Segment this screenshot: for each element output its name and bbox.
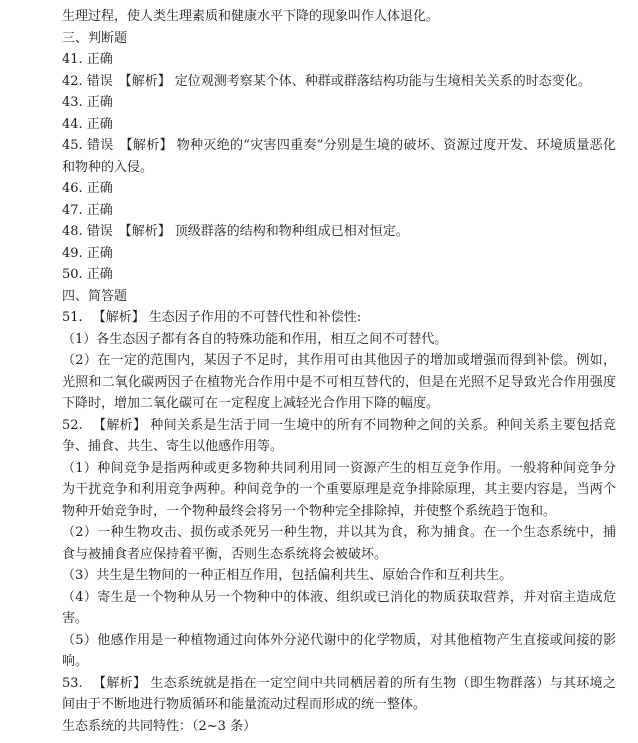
question-number: 44. bbox=[62, 116, 83, 132]
verdict: 正确 bbox=[86, 181, 113, 196]
paragraph: （2）一种生物攻击、损伤或杀死另一种生物，并以其为食，称为捕食。在一个生态系统中，捕食与被捕食者应保持着平衡，否则生态系统将会被破坏。 bbox=[62, 525, 616, 562]
verdict: 正确 bbox=[86, 245, 113, 261]
analysis-text: 生态因子作用的不可替代性和补偿性: bbox=[148, 310, 362, 325]
answer-item bbox=[62, 49, 616, 71]
question-number: 52. bbox=[62, 417, 83, 433]
analysis-text: 定位观测考察某个体、种群或群落结构功能与生境相关关系的时态变化。 bbox=[174, 73, 591, 89]
answer-item bbox=[62, 307, 616, 329]
paragraph: （3）共生是生物间的一种正相互作用，包括偏利共生、原始合作和互利共生。 bbox=[62, 568, 513, 583]
question-number: 45. bbox=[62, 138, 83, 153]
verdict: 正确 bbox=[86, 116, 113, 132]
answer-item bbox=[62, 71, 616, 93]
answer-item bbox=[62, 114, 616, 136]
section-heading: 三、判断题 bbox=[62, 30, 128, 46]
question-number: 49. bbox=[62, 245, 83, 261]
answer-item bbox=[62, 673, 616, 716]
analysis-text: 顶级群落的结构和物种组成已相对恒定。 bbox=[174, 224, 409, 239]
analysis-tag: 【解析】 bbox=[118, 224, 171, 239]
question-number: 46. bbox=[62, 181, 83, 196]
answer-content bbox=[62, 6, 616, 737]
paragraph: （1）种间竞争是指两种或更多物种共同利用同一资源产生的相互竞争作用。一般将种间竞争分为干扰竞争和利用竞争两种。种间竞争的一个重要原理是竞争排除原理，其主要内容是，当两个物种开始竞争时，一个物种最终会将另一个物种完全排除掉，并使整个系统趋于饱和。 bbox=[62, 460, 616, 519]
analysis-text: 种间关系是生活于同一生境中的所有不同物种之间的关系。种间关系主要包括竞争、捕食、共生、寄生以他感作用等。 bbox=[62, 417, 616, 454]
paragraph: 生态系统的共同特性：（2~3 条） bbox=[62, 718, 257, 734]
question-number: 47. bbox=[62, 202, 83, 218]
paragraph: （5）他感作用是一种植物通过向体外分泌代谢中的化学物质，对其他植物产生直接或间接的影响。 bbox=[62, 632, 616, 669]
question-number: 43. bbox=[62, 95, 83, 110]
question-number: 48. bbox=[62, 224, 83, 239]
section-heading: 四、简答题 bbox=[62, 288, 128, 304]
answer-item bbox=[62, 243, 616, 265]
answer-item bbox=[62, 221, 616, 243]
answer-item bbox=[62, 135, 616, 178]
verdict: 错误 bbox=[86, 73, 113, 89]
analysis-tag: 【解析】 bbox=[119, 138, 173, 153]
paragraph: （1）各生态因子都有各自的特殊功能和作用，相互之间不可替代。 bbox=[62, 331, 448, 347]
analysis-tag: 【解析】 bbox=[92, 310, 145, 325]
analysis-tag: 【解析】 bbox=[92, 675, 147, 691]
question-number: 42. bbox=[62, 73, 83, 89]
verdict: 正确 bbox=[86, 95, 113, 110]
answer-item bbox=[62, 415, 616, 458]
answer-item bbox=[62, 200, 616, 222]
analysis-text: 物种灭绝的“灾害四重奏”分别是生境的破坏、资源过度开发、环境质量恶化和物种的入侵。 bbox=[62, 138, 616, 175]
question-number: 41. bbox=[62, 52, 83, 67]
question-number: 51. bbox=[62, 310, 83, 325]
analysis-text: 生态系统就是指在一定空间中共同栖居着的所有生物（即生物群落）与其环境之间由于不断地进行物质循环和能量流动过程而形成的统一整体。 bbox=[62, 675, 616, 712]
paragraph: （2）在一定的范围内，某因子不足时，其作用可由其他因子的增加或增强而得到补偿。例如，光照和二氧化碳两因子在植物光合作用中是不可相互替代的，但是在光照不足导致光合作用强度下降时，增加二氧化碳可在一定程度上减轻光合作用下降的幅度。 bbox=[62, 353, 616, 411]
answer-item bbox=[62, 178, 616, 200]
question-number: 53. bbox=[62, 675, 83, 691]
analysis-tag: 【解析】 bbox=[92, 417, 147, 433]
paragraph: （4）寄生是一个物种从另一个物种中的体液、组织或已消化的物质获取营养，并对宿主造成危害。 bbox=[62, 589, 616, 626]
question-number: 50. bbox=[62, 267, 83, 282]
answer-item bbox=[62, 264, 616, 286]
answer-item bbox=[62, 92, 616, 114]
verdict: 错误 bbox=[86, 224, 113, 239]
verdict: 正确 bbox=[86, 52, 113, 67]
paragraph: 生理过程，使人类生理素质和健康水平下降的现象叫作人体退化。 bbox=[62, 9, 440, 24]
verdict: 正确 bbox=[86, 202, 113, 218]
analysis-tag: 【解析】 bbox=[118, 73, 171, 89]
verdict: 错误 bbox=[86, 138, 114, 153]
verdict: 正确 bbox=[86, 267, 113, 282]
